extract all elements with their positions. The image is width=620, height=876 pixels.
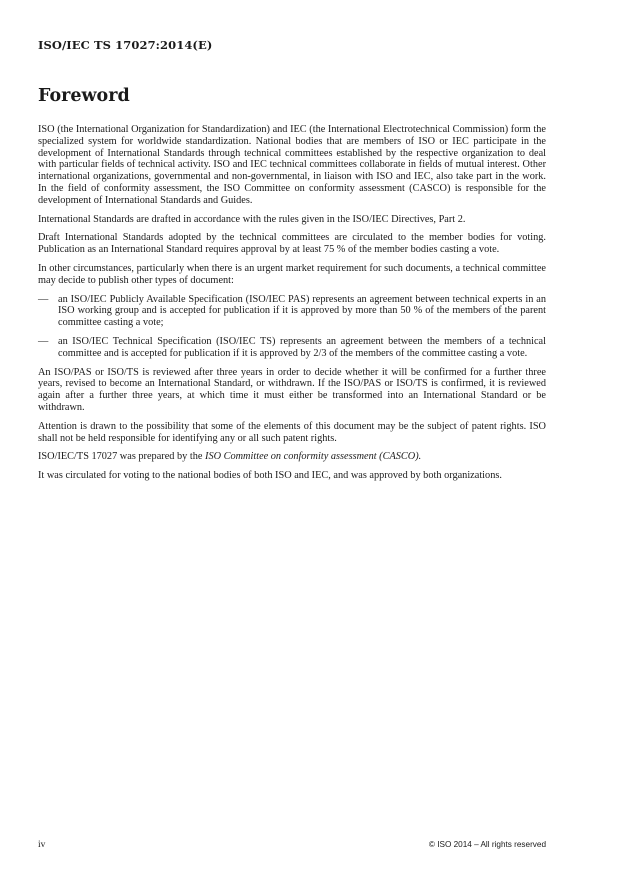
paragraph-prepared-by	[38, 451, 546, 463]
section-title: Foreword	[38, 86, 130, 106]
paragraph-other-circumstances: In other circumstances, particularly when there is an urgent market requirement for such documents, a technical committee may decide to publish other types of document:	[38, 262, 546, 286]
list-item-ts: an ISO/IEC Technical Specification (ISO/IEC TS) represents an agreement between the members of a technical committee and is accepted for publication if it is approved by 2/3 of the members of the committee casting a vote.	[58, 335, 546, 359]
committee-name: ISO Committee on conformity assessment (CASCO).	[205, 451, 422, 463]
paragraph-closing: It was circulated for voting to the national bodies of both ISO and IEC, and was approved by both organizations.	[38, 470, 502, 482]
paragraph-voting: Draft International Standards adopted by the technical committees are circulated to the member bodies for voting. Publication as an International Standard requires approval by at least 75 % of the member bodies casting a vote.	[38, 232, 546, 256]
dash-bullet: —	[38, 335, 49, 347]
paragraph-intro: ISO (the International Organization for Standardization) and IEC (the International Electrotechnical Commission) form the specialized system for worldwide standardization. National bodies that are members of ISO or IEC participate in the development of International Standards through technical committees established by the respective organization to deal with particular fields of technical activity. ISO and IEC technical committees collaborate in fields of mutual interest. Other international organizations, governmental and non-governmental, in liaison with ISO and IEC, also take part in the work. In the field of conformity assessment, the ISO Committee on conformity assessment (CASCO) is responsible for the development of International Standards and Guides.	[38, 124, 546, 206]
paragraph-patent: Attention is drawn to the possibility that some of the elements of this document may be the subject of patent rights. ISO shall not be held responsible for identifying any or all such patent rights.	[38, 420, 546, 444]
document-identifier: ISO/IEC TS 17027:2014(E)	[38, 38, 213, 52]
dash-bullet: —	[38, 293, 49, 305]
paragraph-review: An ISO/PAS or ISO/TS is reviewed after three years in order to decide whether it will be confirmed for a further three years, revised to become an International Standard, or withdrawn. If the ISO/PAS or ISO/TS is confirmed, it is reviewed again after a further three years, at which time it must either be transformed into an International Standard or be withdrawn.	[38, 366, 546, 413]
copyright-notice: © ISO 2014 – All rights reserved	[428, 840, 546, 849]
list-item-pas: an ISO/IEC Publicly Available Specification (ISO/IEC PAS) represents an agreement between technical experts in an ISO working group and is accepted for publication if it is approved by more than 50 % of the members of the parent committee casting a vote;	[58, 293, 546, 329]
foreword-body	[38, 124, 546, 489]
list-item	[38, 336, 546, 360]
list-item	[38, 294, 546, 329]
prepared-by-prefix: ISO/IEC/TS 17027 was prepared by the	[38, 451, 206, 463]
page-number: iv	[38, 840, 46, 850]
paragraph-directives: International Standards are drafted in accordance with the rules given in the ISO/IEC Directives, Part 2.	[38, 213, 466, 225]
